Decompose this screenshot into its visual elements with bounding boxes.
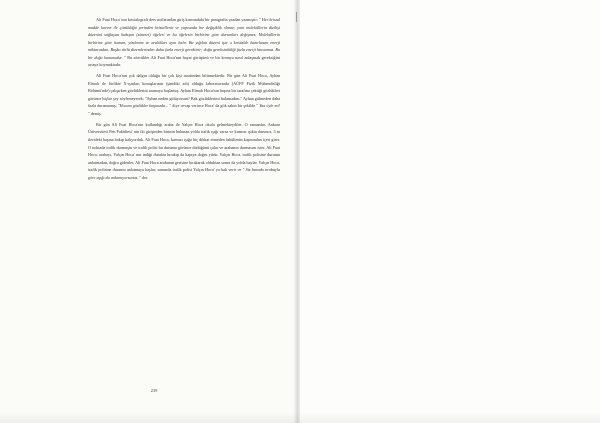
- text-run: " diye cevap verince Hoca' da gök sakin bir şekilde ": [168, 103, 260, 109]
- quote-text: Hocam gözlükler başınızda...: [119, 103, 169, 109]
- body-text: [88, 16, 280, 185]
- paragraph: [88, 121, 280, 181]
- text-run: " der.: [138, 174, 149, 180]
- right-page-blank: [300, 0, 600, 423]
- left-page: [0, 0, 296, 423]
- binding-mark: [296, 12, 297, 22]
- text-run: Bir gün Ali Fuat Hoca'nın kullandığı araba ile Yalçın Hoca okula gelmekteydiler. O zamanlar, Ankara Üniversitesi Fen Fakültesi' nin iki girişinden birinin bulunan yolda trafik ışığı varsa ve kırmızı ışıkta durunca, 3 m ilerideki başına bakıp kalıyorduk. Ali Fuat Hoca, kırmızı ışığa hiç dikkat etmeden fakültenin kapısından içeri girer. O noktada trafik durmuştu ve trafik polisi bu durumu görünce düdüğünü çalar ve arabanın durmasını ister. Ali Fuat Hoca, arabayı, Yalçın Hoca' nın indiği durakta bırakıp da kapıya doğru yürür. Yalçın Hoca, trafik polisine durumu anlatmadan, doğru gidenler, Ali Fuat Hoca arabanın gerisine bırakarak olduktan sonra da yolda baylar. Yalçın Hoca, trafik polisine durumu anlatmaya başlar; sonunda trafik polisi Yalçın Hoca' ya bak verir ve ": [88, 121, 280, 173]
- paragraph: [88, 16, 280, 69]
- text-run: Ali Fuat Hoca' nın kristalografi ders notlarından giriş kısmındaki bir paragrafta yazdan yazmıştır: ": [96, 17, 262, 22]
- text-run: " demiş.: [88, 110, 102, 116]
- text-run: Ali Fuat Hoca'nın çok dalgın olduğu bir çok kişi tarafından bilinmektedir. Bir gün Ali Fuat Hoca, Ayhan Elmalı ile birlikte X-ışınları konuşlarının (şimdiki adı) olduğu laboratuvarda (AÜFF Fizik Mühendisliği Bölümü'nde) çalışırken gözlüklerini aramaya başlamış. Ayhan Elmalı Hoca'nın başına bir tarafına çektiği gözlükleri görünce hiçbir şey söylemeyerek; "Ayhan neden gülüyorsun? Bak gözlüklerimi bulamadım." Ayhan gülmeden daha fazla duramamış; ": [88, 73, 280, 109]
- paragraph: [88, 72, 280, 117]
- text-run: " Bu sözcükler Ali Fuat Hoca'nın hayat görüşünü ve bir konuya nasıl anlaşmak gereksiğini ortaya koymaktadır.: [88, 54, 281, 68]
- page-number: 239: [150, 388, 158, 393]
- quote-text: Her kristal madde kuvvet ile çözüldüğü yerinden kristallenir ve yapısında bir değişiklik olmaz; yani moleküllerin dizilişi düzenini sağlayan bakışım (simetri) öğeleri ve bu öğelerin birbirine göre durumları değişmez. Moleküllerin birbirine göre konum, yönlenim ve aralıkları aynı kalır. Bu yığılım düzeni işte o kristalde hazırlanan enerji miktarından. Başka türlü dizemlerinden daha fazla enerji gerektirir; doğa gereksinildiği fazla enerji harcamaz. Bu bir doğa kanunudur.: [88, 17, 280, 60]
- page-bottom-shadow: [0, 412, 600, 423]
- quote-text: Siz burada arabayla göre aşığı da anlamıyorsunuz.: [88, 167, 280, 180]
- quote-text: Yaa öyle mi!: [259, 103, 280, 109]
